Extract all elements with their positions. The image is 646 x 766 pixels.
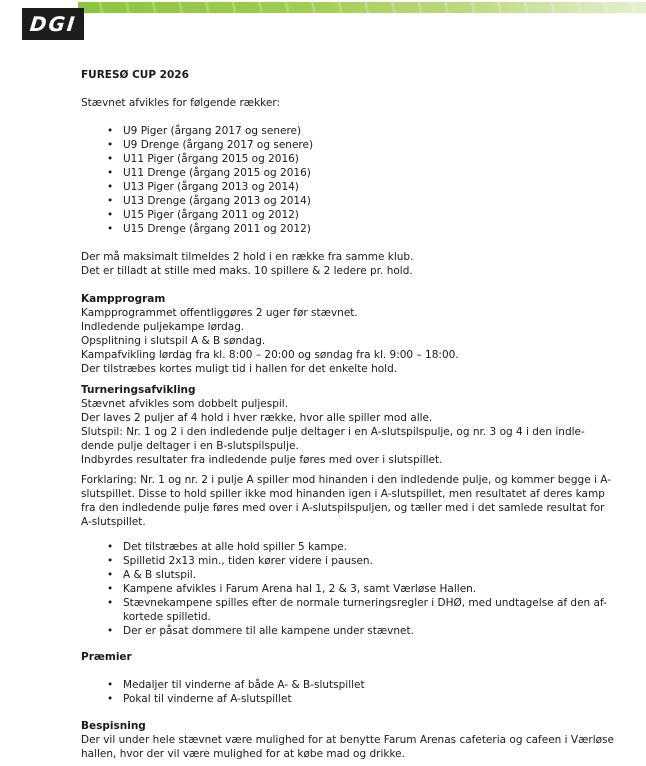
bullet-icon: • [107,167,114,179]
text-line: Opsplitning i slutspil A & B søndag. [81,335,266,347]
list-item [81,166,638,180]
list-item [81,568,638,582]
section-turneringsafvikling [81,383,638,467]
rule-text: Det tilstræbes at alle hold spiller 5 kampe. [123,541,348,553]
section-kampprogram [81,292,638,376]
prizes-list [81,678,638,706]
list-item [81,692,638,706]
rule-text: Spilletid 2x13 min., tiden kører videre i pausen. [123,555,373,567]
section-praemier [81,650,638,706]
rule-text: Stævnekampene spilles efter de normale turneringsregler i DHØ, med undtagelse af den af- [123,597,607,609]
list-item [81,180,638,194]
text-line: hallen, hvor der vil være mulighed for at købe mad og drikke. [81,748,405,760]
list-item [81,208,638,222]
list-item [81,540,638,554]
text-line: Der må maksimalt tilmeldes 2 hold i en række fra samme klub. [81,251,414,263]
division-label: U13 Piger (årgang 2013 og 2014) [123,181,299,193]
division-label: U11 Drenge (årgang 2015 og 2016) [123,167,311,179]
section-heading: Præmier [81,651,132,663]
bullet-icon: • [107,541,114,553]
rule-text: A & B slutspil. [123,569,197,581]
list-item [81,624,638,638]
dgi-logo [22,8,84,40]
bullet-icon: • [107,139,114,151]
bullet-icon: • [107,625,114,637]
list-item [81,554,638,568]
text-line: Der laves 2 puljer af 4 hold i hver række, hvor alle spiller mod alle. [81,412,433,424]
list-item [81,678,638,692]
division-label: U11 Piger (årgang 2015 og 2016) [123,153,299,165]
section-bespisning [81,719,638,761]
rule-text: Der er påsat dommere til alle kampene under stævnet. [123,625,414,637]
bullet-icon: • [107,209,114,221]
text-line: Slutspil: Nr. 1 og 2 i den indledende pulje deltager i en A-slutspilspulje, og nr. 3 og 4 i den indle- [81,426,585,438]
divisions-list [81,124,638,236]
section-heading: Kampprogram [81,293,166,305]
division-label: U15 Piger (årgang 2011 og 2012) [123,209,299,221]
text-line: Kampafvikling lørdag fra kl. 8:00 – 20:00 og søndag fra kl. 9:00 – 18:00. [81,349,459,361]
text-line: fra den indledende pulje føres med over i A-slutspilspuljen, og tæller med i det samlede resultat for [81,502,605,514]
text-line: Forklaring: Nr. 1 og nr. 2 i pulje A spiller mod hinanden i den indledende pulje, og kommer begge i A- [81,474,612,486]
bullet-icon: • [107,223,114,235]
list-item [81,582,638,596]
list-item [81,152,638,166]
list-item [81,596,638,624]
text-line: Stævnet afvikles som dobbelt puljespil. [81,398,289,410]
section-heading: Turneringsafvikling [81,384,196,396]
bullet-icon: • [107,181,114,193]
bullet-icon: • [107,555,114,567]
text-line: Indbyrdes resultater fra indledende pulje føres med over i slutspillet. [81,454,443,466]
dgi-logo-text: DGI [28,12,78,36]
list-item [81,138,638,152]
text-line: Kampprogrammet offentliggøres 2 uger før stævnet. [81,307,358,319]
bullet-icon: • [107,153,114,165]
text-line: dende pulje deltager i en B-slutspilspulje. [81,440,299,452]
division-label: U9 Drenge (årgang 2017 og senere) [123,139,314,151]
section-heading: Bespisning [81,720,146,732]
bullet-icon: • [107,693,114,705]
list-item [81,124,638,138]
rules-list [81,540,638,638]
bullet-icon: • [107,583,114,595]
bullet-icon: • [107,125,114,137]
intro-text: Stævnet afvikles for følgende rækker: [81,97,281,109]
bullet-icon: • [107,195,114,207]
text-line: A-slutspillet. [81,516,146,528]
list-item [81,194,638,208]
division-label: U13 Drenge (årgang 2013 og 2014) [123,195,311,207]
division-label: U15 Drenge (årgang 2011 og 2012) [123,223,311,235]
text-line: Der vil under hele stævnet være mulighed for at benytte Farum Arenas cafeteria og cafeen i Værløse [81,734,614,746]
registration-notes [81,250,638,278]
prize-text: Pokal til vinderne af A-slutspillet [123,693,292,705]
text-line: Der tilstræbes kortes muligt tid i hallen for det enkelte hold. [81,363,398,375]
bullet-icon: • [107,597,114,609]
page-title: FURESØ CUP 2026 [81,69,189,81]
bullet-icon: • [107,569,114,581]
text-line: Indledende puljekampe lørdag. [81,321,245,333]
text-line: Det er tilladt at stille med maks. 10 spillere & 2 ledere pr. hold. [81,265,413,277]
bullet-icon: • [107,679,114,691]
division-label: U9 Piger (årgang 2017 og senere) [123,125,302,137]
list-item [81,222,638,236]
rule-text-continued: kortede spilletid. [123,611,211,623]
text-line: slutspillet. Disse to hold spiller ikke mod hinanden igen i A-slutspillet, men resultatet af deres kamp [81,488,605,500]
forklaring-paragraph [81,473,638,529]
rule-text: Kampene afvikles i Farum Arena hal 1, 2 & 3, samt Værløse Hallen. [123,583,477,595]
prize-text: Medaljer til vinderne af både A- & B-slutspillet [123,679,365,691]
